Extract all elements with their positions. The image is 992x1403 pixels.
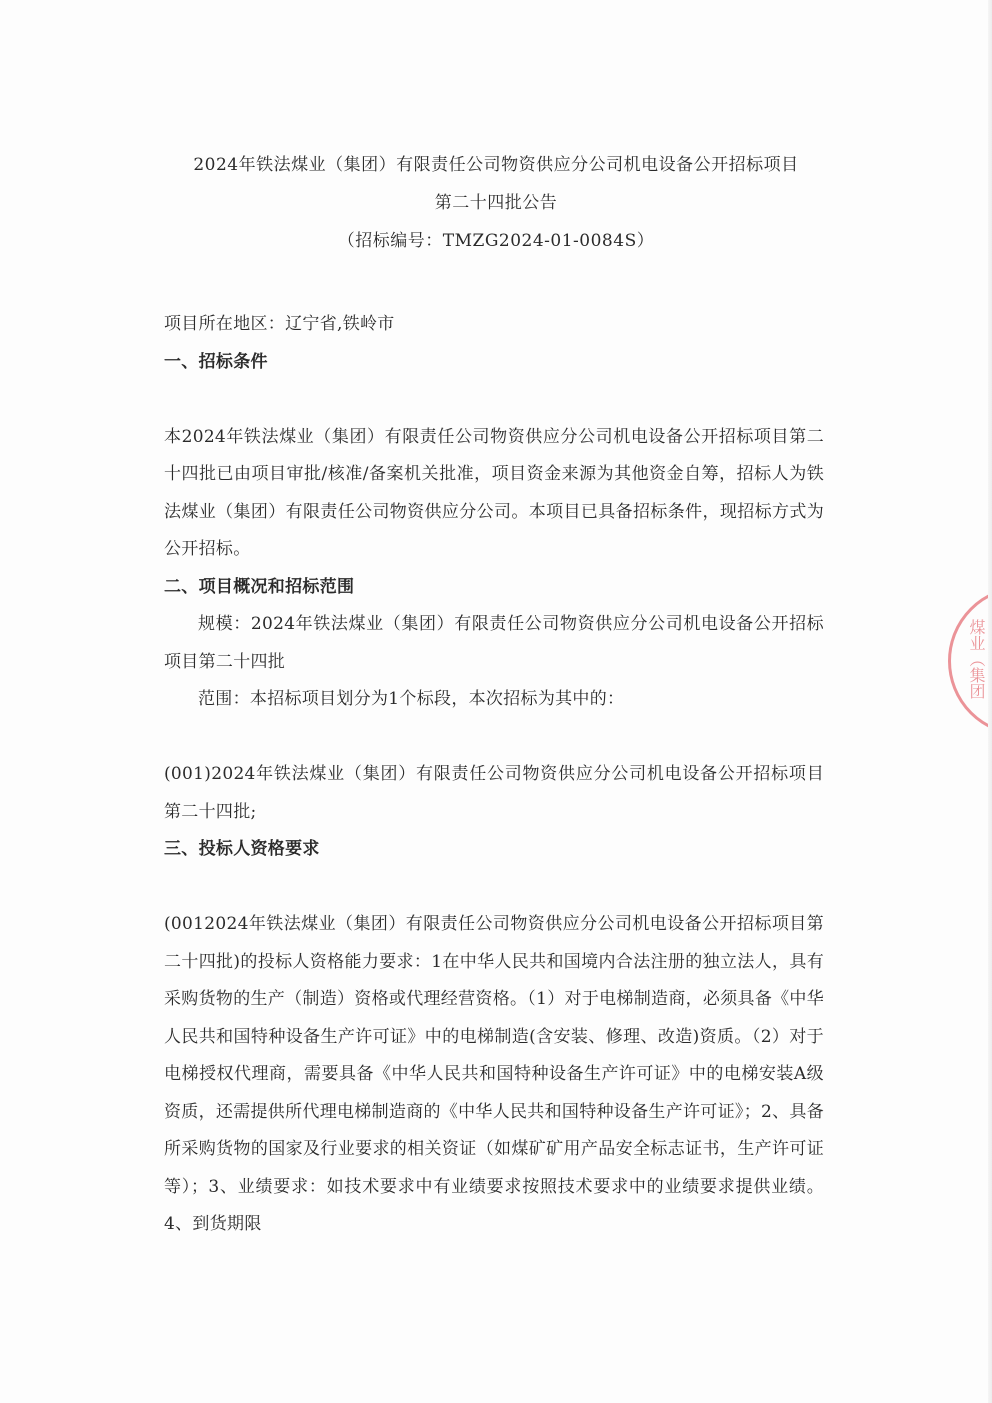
document-title <box>0 146 992 260</box>
company-seal-stamp <box>948 586 992 736</box>
spacer <box>164 381 824 419</box>
project-scope: 范围：本招标项目划分为1个标段，本次招标为其中的： <box>198 689 625 709</box>
project-location: 项目所在地区：辽宁省,铁岭市 <box>164 314 395 334</box>
scan-edge <box>988 0 992 1403</box>
spacer <box>164 869 824 907</box>
title-line-1: 2024年铁法煤业（集团）有限责任公司物资供应分公司机电设备公开招标项目 <box>193 155 799 175</box>
lot-description: (001)2024年铁法煤业（集团）有限责任公司物资供应分公司机电设备公开招标项目第二十四批; <box>164 764 824 822</box>
section-3-body: (0012024年铁法煤业（集团）有限责任公司物资供应分公司机电设备公开招标项目第二十四批)的投标人资格能力要求：1在中华人民共和国境内合法注册的独立法人，具有采购货物的生产（制造）资格或代理经营资格。（1）对于电梯制造商，必须具备《中华人民共和国特种设备生产许可证》中的电梯制造(含安装、修理、改造)资质。（2）对于电梯授权代理商，需要具备《中华人民共和国特种设备生产许可证》中的电梯安装A级资质，还需提供所代理电梯制造商的《中华人民共和国特种设备生产许可证》；2、具备所采购货物的国家及行业要求的相关资证（如煤矿矿用产品安全标志证书，生产许可证等）；3、业绩要求：如技术要求中有业绩要求按照技术要求中的业绩要求提供业绩。4、到货期限 <box>164 914 825 1234</box>
section-2-heading: 二、项目概况和招标范围 <box>164 576 355 597</box>
section-1-heading: 一、招标条件 <box>164 351 268 372</box>
tender-number: （招标编号：TMZG2024-01-0084S） <box>337 231 655 251</box>
title-line-2: 第二十四批公告 <box>434 193 558 213</box>
document-body <box>164 306 824 1244</box>
project-scale: 规模：2024年铁法煤业（集团）有限责任公司物资供应分公司机电设备公开招标项目第二十四批 <box>164 614 824 672</box>
section-3-heading: 三、投标人资格要求 <box>164 839 320 859</box>
section-1-body: 本2024年铁法煤业（集团）有限责任公司物资供应分公司机电设备公开招标项目第二十四批已由项目审批/核准/备案机关批准，项目资金来源为其他资金自筹，招标人为铁法煤业（集团）有限责任公司物资供应分公司。本项目已具备招标条件，现招标方式为公开招标。 <box>164 426 824 559</box>
seal-text: 煤业（集团 <box>967 619 986 699</box>
spacer <box>164 719 824 757</box>
